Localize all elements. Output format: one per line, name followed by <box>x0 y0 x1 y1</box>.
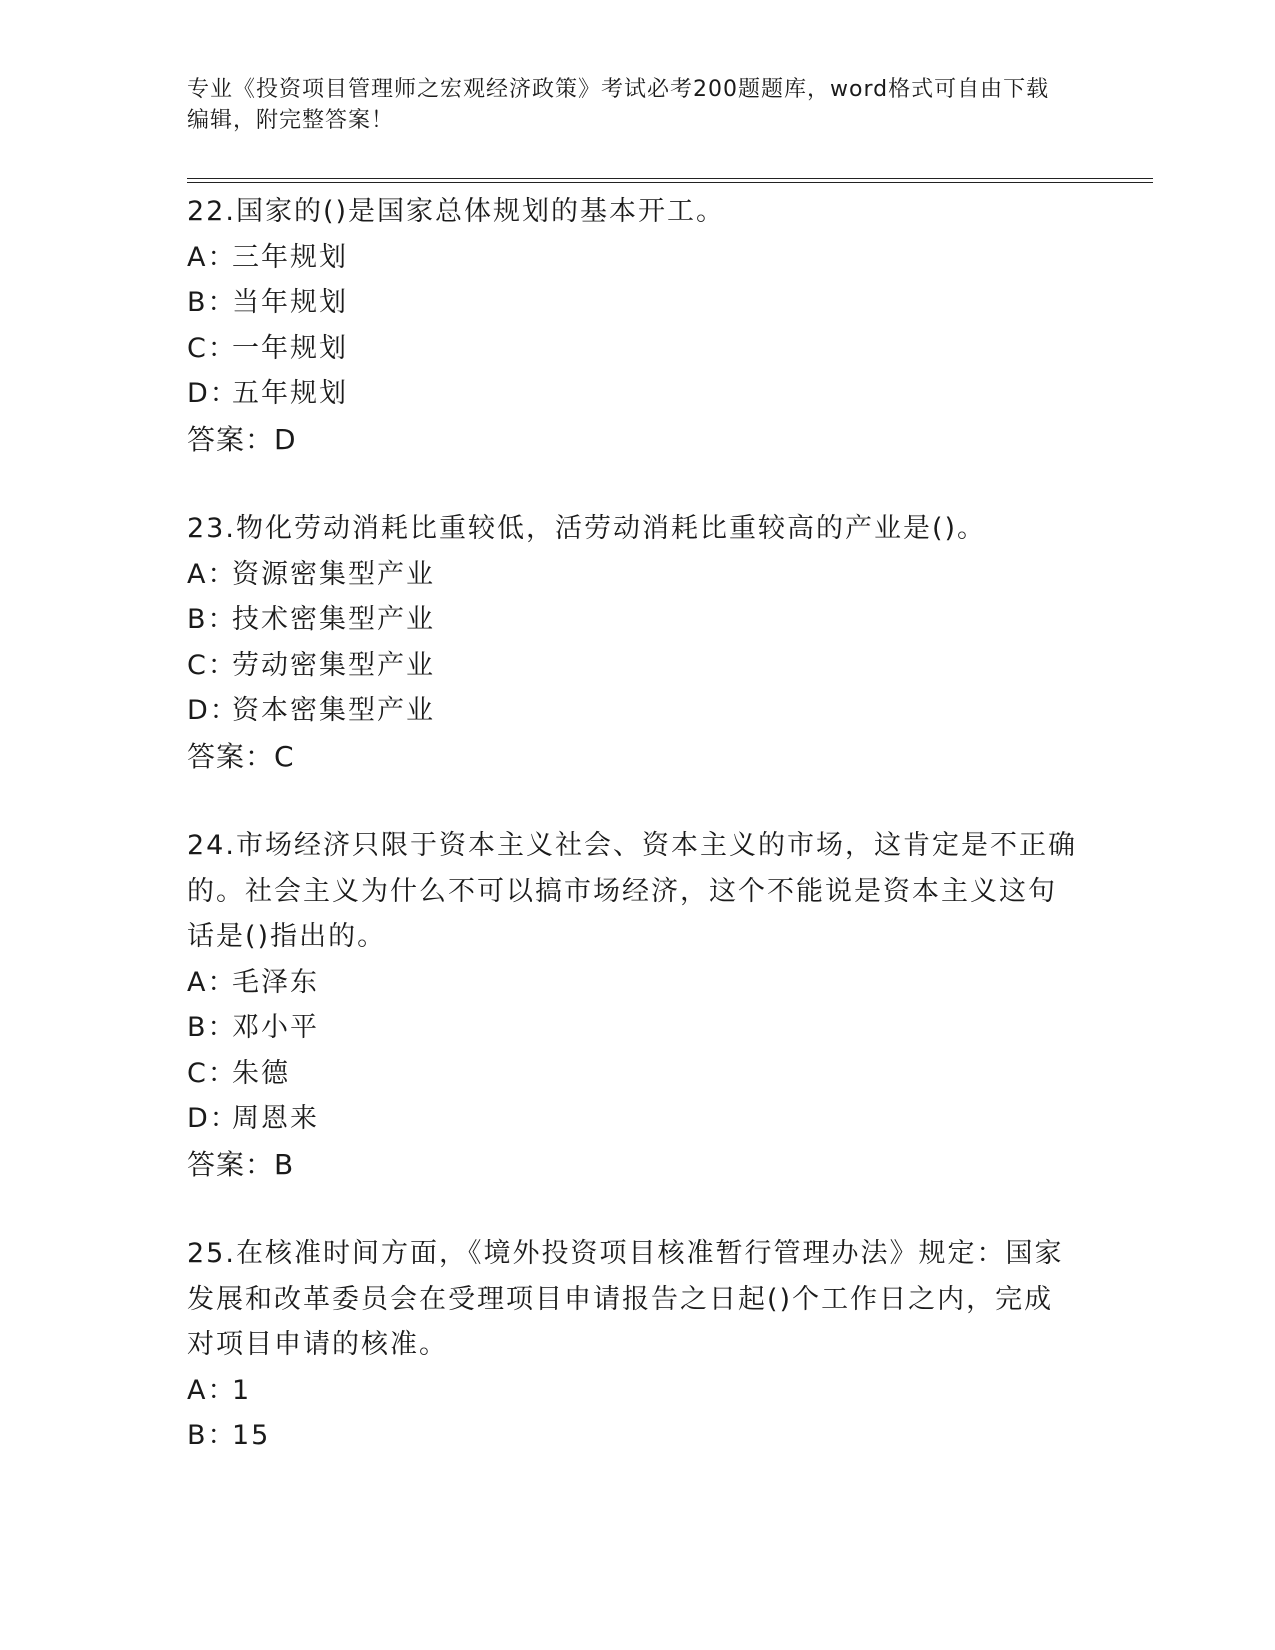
question-stem: 25.在核准时间方面，《境外投资项目核准暂行管理办法》规定：国家发展和改革委员会在受理项目申请报告之日起()个工作日之内，完成对项目申请的核准。 <box>187 1238 1064 1360</box>
option-d <box>187 1096 1087 1142</box>
option-letter: A： <box>187 241 237 273</box>
option-a <box>187 552 1087 598</box>
option-text: 技术密集型产业 <box>232 604 435 635</box>
option-letter: A： <box>187 558 237 590</box>
option-text: 15 <box>232 1420 271 1451</box>
question-22 <box>187 189 1087 462</box>
answer-line: 答案：D <box>187 422 297 456</box>
question-stem: 24.市场经济只限于资本主义社会、资本主义的市场，这肯定是不正确的。社会主义为什么不可以搞市场经济，这个不能说是资本主义这句话是()指出的。 <box>187 830 1077 952</box>
option-letter: B： <box>187 1420 237 1451</box>
option-d <box>187 371 1087 417</box>
option-text: 资本密集型产业 <box>232 695 435 726</box>
option-letter: A： <box>187 1374 237 1406</box>
option-text: 毛泽东 <box>232 966 319 998</box>
option-letter: C： <box>187 1057 237 1089</box>
header-rule-top <box>187 178 1153 179</box>
option-letter: B： <box>187 1012 237 1043</box>
option-text: 劳动密集型产业 <box>232 649 435 681</box>
option-b <box>187 597 1087 643</box>
option-b <box>187 280 1087 326</box>
option-d <box>187 688 1087 734</box>
question-24 <box>187 823 1087 1187</box>
document-header: 专业《投资项目管理师之宏观经济政策》考试必考200题题库，word格式可自由下载编辑，附完整答案！ <box>187 77 1050 133</box>
option-text: 资源密集型产业 <box>232 558 435 590</box>
question-23 <box>187 506 1087 779</box>
option-text: 邓小平 <box>232 1012 319 1043</box>
option-text: 五年规划 <box>232 378 348 409</box>
option-c <box>187 1051 1087 1097</box>
question-stem: 23.物化劳动消耗比重较低，活劳动消耗比重较高的产业是()。 <box>187 513 987 544</box>
option-text: 周恩来 <box>232 1103 319 1134</box>
option-letter: D： <box>187 695 239 726</box>
option-letter: B： <box>187 604 237 635</box>
option-letter: D： <box>187 1103 239 1134</box>
answer-line: 答案：C <box>187 739 295 773</box>
option-letter: C： <box>187 649 237 681</box>
option-letter: C： <box>187 332 237 364</box>
option-text: 当年规划 <box>232 287 348 318</box>
option-a <box>187 1368 1087 1414</box>
option-letter: D： <box>187 378 239 409</box>
header-rule-bottom <box>187 182 1153 183</box>
option-a <box>187 960 1087 1006</box>
question-list <box>187 189 1087 1503</box>
option-letter: A： <box>187 966 237 998</box>
option-letter: B： <box>187 287 237 318</box>
question-stem: 22.国家的()是国家总体规划的基本开工。 <box>187 196 726 227</box>
option-c <box>187 326 1087 372</box>
question-25 <box>187 1231 1087 1459</box>
option-c <box>187 643 1087 689</box>
option-text: 朱德 <box>232 1057 290 1089</box>
option-text: 一年规划 <box>232 332 348 364</box>
option-a <box>187 235 1087 281</box>
answer-line: 答案：B <box>187 1147 295 1181</box>
option-b <box>187 1005 1087 1051</box>
option-b <box>187 1413 1087 1459</box>
option-text: 三年规划 <box>232 241 348 273</box>
option-text: 1 <box>232 1374 252 1406</box>
